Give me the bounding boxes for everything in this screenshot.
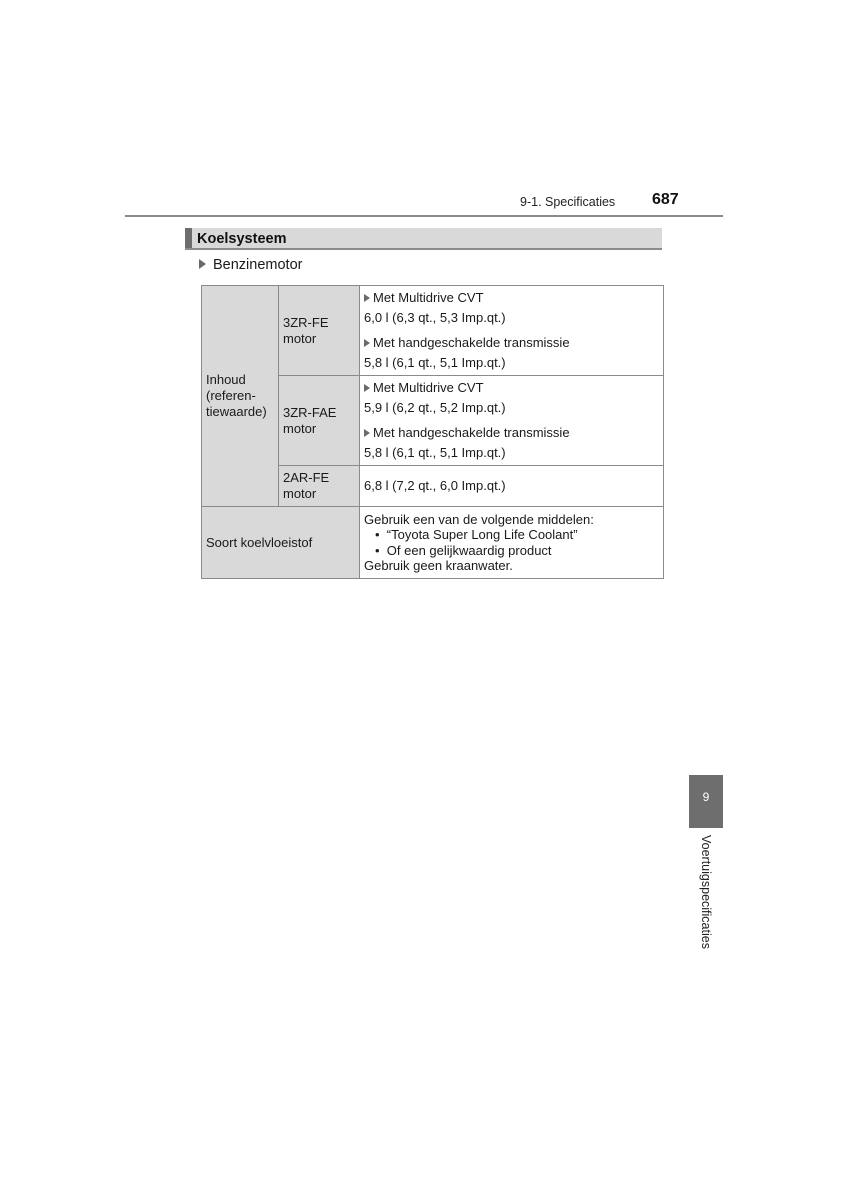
capacity-value: 6,8 l (7,2 qt., 6,0 Imp.qt.) [364,478,506,493]
coolant-spec-table [201,285,664,579]
triangle-bullet-icon [199,259,206,269]
engine-name: 2AR-FE motor [283,470,330,501]
list-item: • Of een gelijkwaardig product [375,542,552,558]
variant-value: 5,8 l (6,1 qt., 5,1 Imp.qt.) [364,355,506,370]
variant-label: Met Multidrive CVT [364,378,659,398]
coolant-value-cell [360,507,664,579]
table-row [202,286,664,376]
subheading-text: Benzinemotor [213,257,303,273]
chapter-label: Voertuigspecificaties [699,835,713,949]
coolant-note: Gebruik geen kraanwater. [364,558,513,573]
subheading [199,257,302,273]
variant-label: Met handgeschakelde transmissie [364,333,659,353]
variant-label: Met handgeschakelde transmissie [364,423,659,443]
section-header: 9-1. Specificaties [520,195,616,209]
triangle-bullet-icon [364,294,370,302]
section-title: Koelsysteem [197,231,287,247]
page-number: 687 [652,191,679,208]
variant-value: 5,8 l (6,1 qt., 5,1 Imp.qt.) [364,445,506,460]
variant-label: Met Multidrive CVT [364,288,659,308]
capacity-label-cell [202,286,279,507]
capacity-value-cell [360,286,664,376]
chapter-number: 9 [702,790,710,804]
engine-cell [279,376,360,466]
capacity-value-cell [360,466,664,507]
engine-name: 3ZR-FAE motor [283,404,337,436]
coolant-intro: Gebruik een van de volgende middelen: [364,511,594,527]
section-accent [185,228,192,248]
list-item: • “Toyota Super Long Life Coolant” [375,527,578,542]
triangle-bullet-icon [364,339,370,347]
engine-cell [279,286,360,376]
coolant-label: Soort koelvloeistof [206,534,313,550]
variant-value: 6,0 l (6,3 qt., 5,3 Imp.qt.) [364,310,506,325]
capacity-value-cell [360,376,664,466]
table-row [202,507,664,579]
coolant-label-cell [202,507,360,579]
engine-cell [279,466,360,507]
capacity-label: Inhoud (referen- tiewaarde) [206,372,267,419]
engine-name: 3ZR-FE motor [283,314,329,346]
triangle-bullet-icon [364,429,370,437]
triangle-bullet-icon [364,384,370,392]
section-title-bar [185,228,662,250]
header-rule [125,215,723,217]
chapter-tab [689,775,723,828]
variant-value: 5,9 l (6,2 qt., 5,2 Imp.qt.) [364,400,506,415]
